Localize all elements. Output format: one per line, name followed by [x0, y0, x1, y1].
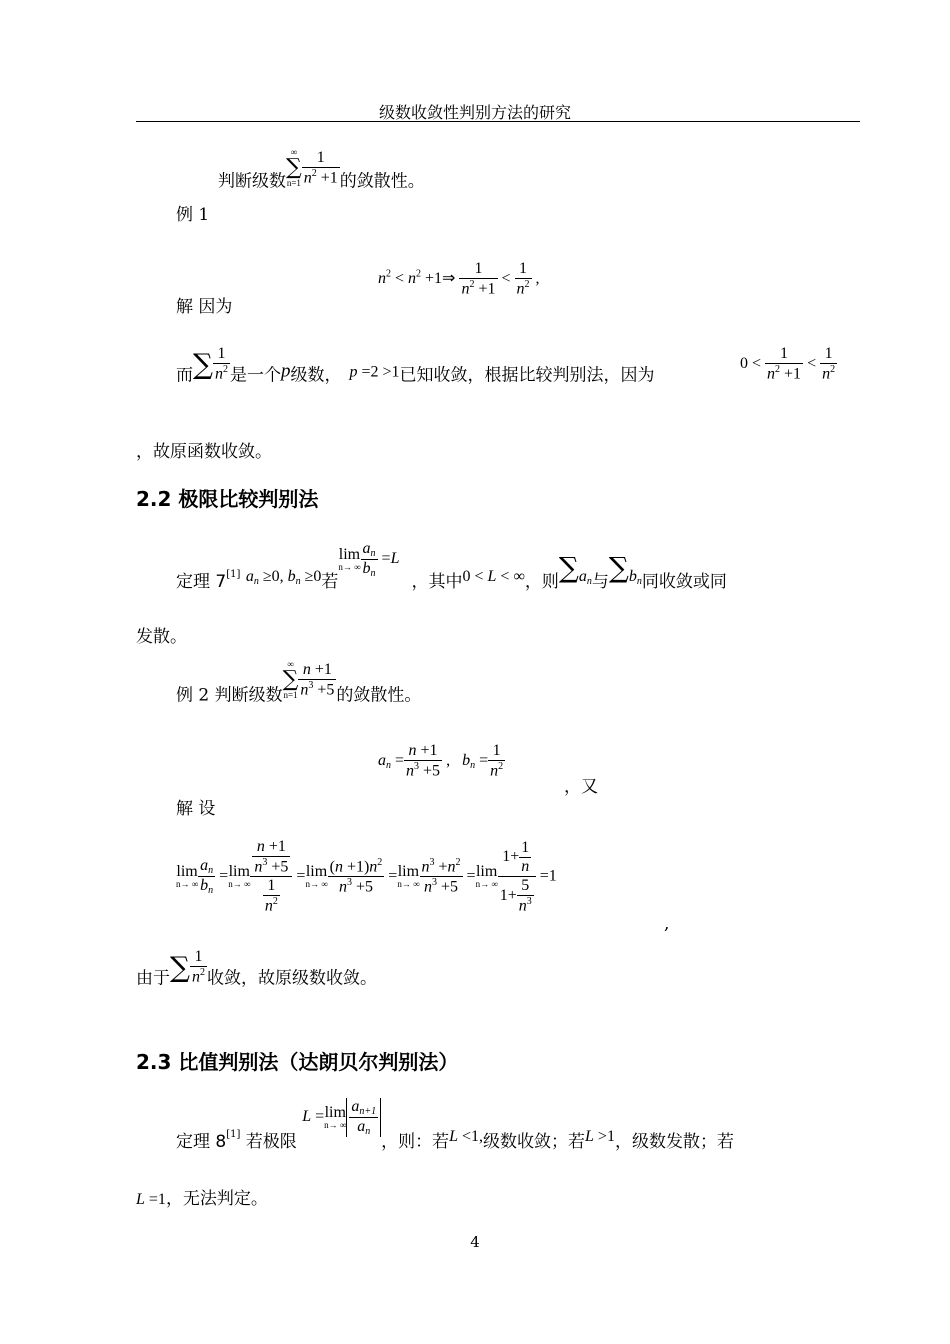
theorem7-conclusion-2: 发散。	[136, 627, 187, 647]
sigma-symbol: ∑	[558, 551, 579, 585]
sequence-definitions: $a_n$ = $\frac{n +1}{n^3 +5}$ , $b_n$ = $\frac{1}{n^2}$	[378, 742, 504, 780]
paragraph-3: ，故原函数收敛。	[136, 442, 272, 462]
p2-mid1: 是一个	[230, 365, 281, 386]
series-sum: ∞ ∑ n=1	[286, 147, 302, 188]
theorem7-conclusion: 同收敛或同	[641, 572, 727, 593]
solution2-also: ，又	[564, 777, 598, 797]
page-header: 级数收敛性判别方法的研究	[378, 103, 571, 122]
inequality-chain: $n^2 < n^2$ +1⇒ $\frac{1}{n^2 +1}$ < $\frac{1}{n^2}$ ,	[378, 260, 540, 298]
p2-mid2: 级数，	[290, 365, 342, 386]
section-2-2-heading: 2.2 极限比较判别法	[136, 487, 319, 511]
p-symbol: p	[281, 360, 291, 382]
theorem-7	[176, 540, 727, 592]
example1-statement	[218, 148, 425, 192]
L-equals-1: L =1	[136, 1191, 166, 1208]
example1-label: 例 1	[176, 205, 210, 225]
limit-computation: lim n→ ∞ $\frac{a_n}{b_n}$ =lim n→ ∞ $\frac{\frac{n +1}{n^3 +5}}{\frac{1}{n^2}}$ =lim n→ ∞ $\frac{(n +1)n^2}{n^3 +5}$ =lim n→ ∞ $\frac{n^3 +n^2}{n^3 +5}$ =lim n→ ∞ 1+ $\frac{1}{n}$ 1+ $\frac{5}{n^3}$ =1	[176, 838, 557, 915]
example2-suffix: 的敛散性。	[336, 685, 422, 706]
theorem7-conditions: $a_n \ge 0$, $b_n \ge 0$	[245, 568, 322, 588]
theorem8-limit: L =lim n→ ∞ $\frac{a_{n+1}}{a_n}$	[302, 1108, 381, 1125]
solution2-label: 解 设	[176, 799, 216, 819]
theorem7-cite: [1]	[226, 569, 241, 581]
theorem8-text3: 级数收敛；若	[483, 1132, 586, 1153]
theorem7-and: 与	[591, 572, 609, 593]
p1-suffix: 的敛散性。	[339, 171, 425, 192]
theorem8-text2: ，则：若	[381, 1132, 450, 1153]
header-rule	[136, 121, 860, 122]
L-less-1: L <1,	[449, 1128, 484, 1146]
paragraph-2	[176, 345, 655, 386]
example2-label: 例 2 判断级数	[176, 685, 283, 706]
section-2-3-heading: 2.3 比值判别法（达朗贝尔判别法）	[136, 1050, 459, 1074]
p2-prefix: 而	[176, 365, 193, 386]
series-sum: ∞ ∑ n=1	[282, 659, 299, 700]
theorem7-range: 0 < L < ∞	[462, 568, 525, 586]
p1-prefix: 判断级数	[218, 171, 286, 192]
p-equals: p =2 >1	[349, 363, 400, 381]
L-greater-1: L >1	[585, 1128, 615, 1146]
a-n: $a_n$	[578, 568, 592, 588]
fraction-1-over-n2: $\frac{1}{n^2}$	[192, 948, 205, 986]
theorem7-limit: lim n→ ∞ $\frac{a_n}{b_n}$ =L	[338, 540, 400, 579]
b-n: $b_n$	[628, 568, 642, 588]
solution1-label: 解 因为	[176, 297, 233, 317]
theorem8-text1: 若极限	[245, 1132, 297, 1153]
sigma-symbol: ∑	[193, 347, 213, 381]
sigma-symbol: ∑	[170, 950, 190, 984]
page-number: 4	[470, 1233, 480, 1251]
p2-mid3: 已知收敛，根据比较判别法，因为	[399, 365, 655, 386]
theorem8-text5: ，无法判定。	[165, 1189, 268, 1209]
theorem8-label: 定理 8	[176, 1132, 227, 1153]
theorem-8	[176, 1098, 734, 1152]
bound-inequality: 0 < $\frac{1}{n^2 +1}$ < $\frac{1}{n^2}$	[740, 345, 836, 383]
theorem7-if: 若	[321, 572, 339, 593]
paragraph-4	[136, 948, 377, 989]
p4-suffix: 收敛，故原级数收敛。	[207, 968, 377, 989]
fraction-n1-over-n3plus5: $\frac{n +1}{n^3 +5}$	[300, 660, 335, 699]
example-2	[176, 660, 421, 706]
theorem8-cite: [1]	[226, 1129, 241, 1141]
p4-prefix: 由于	[136, 968, 170, 989]
theorem8-text4: ，级数发散；若	[614, 1132, 734, 1153]
theorem8-line-2	[136, 1184, 268, 1209]
comma: ,	[664, 914, 670, 934]
sigma-symbol: ∑	[608, 551, 629, 585]
theorem7-label: 定理 7	[176, 572, 227, 593]
theorem7-where: ，其中	[411, 572, 463, 593]
theorem7-then: ，则	[524, 572, 559, 593]
fraction-1-over-n2: $\frac{1}{n^2}$	[215, 345, 228, 383]
fraction-1-over-n2plus1: $\frac{1}{n^2 +1}$	[303, 148, 338, 187]
